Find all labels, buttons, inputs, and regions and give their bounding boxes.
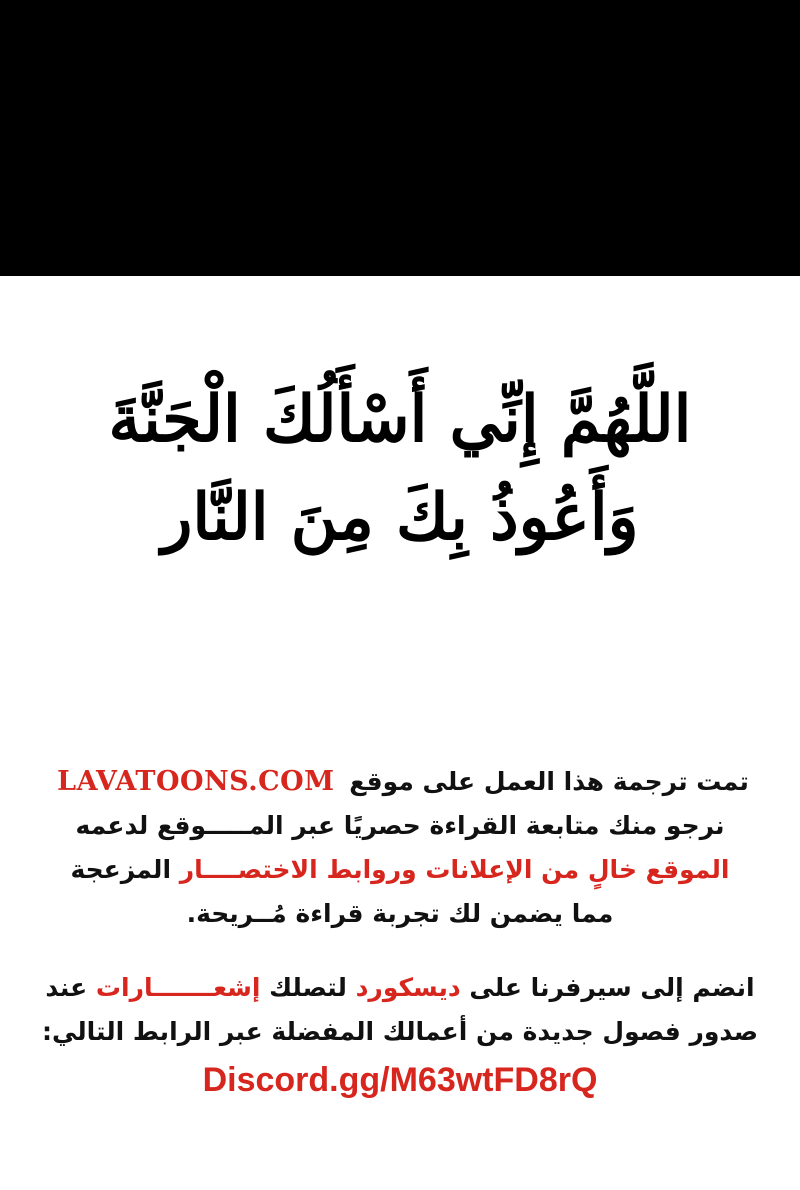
- notice-line-1-text: تمت ترجمة هذا العمل على موقع: [349, 767, 749, 796]
- discord-line-1-text-b: لتصلك: [269, 973, 347, 1002]
- notice-line-3-text: المزعجة: [70, 855, 172, 884]
- top-black-band: [0, 0, 800, 276]
- notifications-word-highlight: إشعـــــــارات: [95, 973, 261, 1002]
- ad-free-highlight: الموقع خالٍ من الإعلانات وروابط الاختصــــار: [179, 855, 730, 884]
- discord-line-1: [20, 966, 780, 1010]
- discord-invite-link[interactable]: Discord.gg/M63wtFD8rQ: [202, 1061, 598, 1099]
- notice-line-4: مما يضمن لك تجربة قراءة مُــريحة.: [186, 899, 614, 928]
- translation-notice: [20, 760, 780, 1104]
- discord-line-1-text-c: عند: [45, 973, 88, 1002]
- notice-line-2: نرجو منك متابعة القراءة حصريًا عبر المـــــوقع لدعمه: [75, 811, 725, 840]
- dua-calligraphy: [40, 382, 760, 582]
- notice-line-3: [20, 848, 780, 892]
- discord-word-highlight: ديسكورد: [355, 973, 461, 1002]
- notice-paragraph-discord: [20, 966, 780, 1104]
- site-logo-link[interactable]: LAVATOONS.COM: [57, 766, 335, 797]
- notice-paragraph-site: [20, 760, 780, 936]
- dua-line-2: وَأَعُوذُ بِكَ مِنَ النَّار: [161, 480, 639, 556]
- notice-line-1: [20, 760, 780, 804]
- discord-line-1-text-a: انضم إلى سيرفرنا على: [469, 973, 755, 1002]
- dua-line-1: اللَّهُمَّ إِنِّي أَسْأَلُكَ الْجَنَّةَ: [108, 382, 692, 457]
- discord-line-2: صدور فصول جديدة من أعمالك المفضلة عبر الرابط التالي:: [41, 1017, 758, 1046]
